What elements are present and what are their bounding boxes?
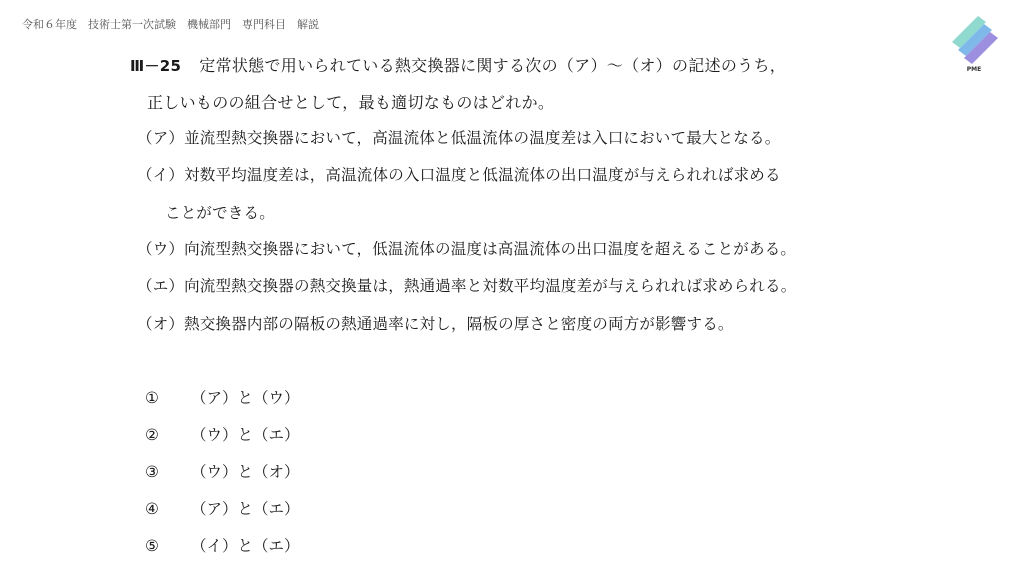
choice-text: （ア）と（ウ）	[191, 389, 300, 407]
statement-u: （ウ）向流型熱交換器において，低温流体の温度は高温流体の出口温度を超えることがある。	[137, 240, 797, 258]
choice-4	[145, 497, 300, 519]
question-line-2: 正しいものの組合せとして，最も適切なものはどれか。	[147, 93, 555, 112]
statement-e: （エ）向流型熱交換器の熱交換量は，熱通過率と対数平均温度差が与えられれば求められる。	[137, 277, 797, 295]
choice-text: （ウ）と（オ）	[191, 463, 300, 481]
choice-text: （イ）と（エ）	[191, 537, 300, 555]
question-number: Ⅲ－25	[130, 57, 182, 75]
choice-5	[145, 534, 300, 556]
statement-i-continued: ことができる。	[165, 204, 275, 222]
choice-3	[145, 460, 300, 482]
choice-number: ⑤	[145, 537, 159, 555]
choice-text: （ウ）と（エ）	[191, 426, 300, 444]
choice-number: ②	[145, 426, 159, 444]
choice-2	[145, 423, 300, 445]
choice-number: ③	[145, 463, 159, 481]
logo-stripes-icon	[948, 12, 1000, 66]
statement-o: （オ）熱交換器内部の隔板の熱通過率に対し，隔板の厚さと密度の両方が影響する。	[137, 315, 734, 333]
choice-text: （ア）と（エ）	[191, 500, 300, 518]
choice-number: ①	[145, 389, 159, 407]
choice-1	[145, 386, 300, 408]
statement-a: （ア）並流型熱交換器において，高温流体と低温流体の温度差は入口において最大となる。	[137, 129, 781, 147]
statement-i: （イ）対数平均温度差は，高温流体の入口温度と低温流体の出口温度が与えられれば求める	[137, 166, 781, 184]
question-text-1: 定常状態で用いられている熱交換器に関する次の（ア）～（オ）の記述のうち，	[199, 56, 787, 75]
lecture-header: 令和６年度 技術士第一次試験 機械部門 専門科目 解説	[22, 18, 319, 31]
question-line-1	[130, 53, 786, 76]
pme-logo	[948, 12, 1000, 76]
logo-text: PME	[966, 66, 982, 73]
choice-number: ④	[145, 500, 159, 518]
